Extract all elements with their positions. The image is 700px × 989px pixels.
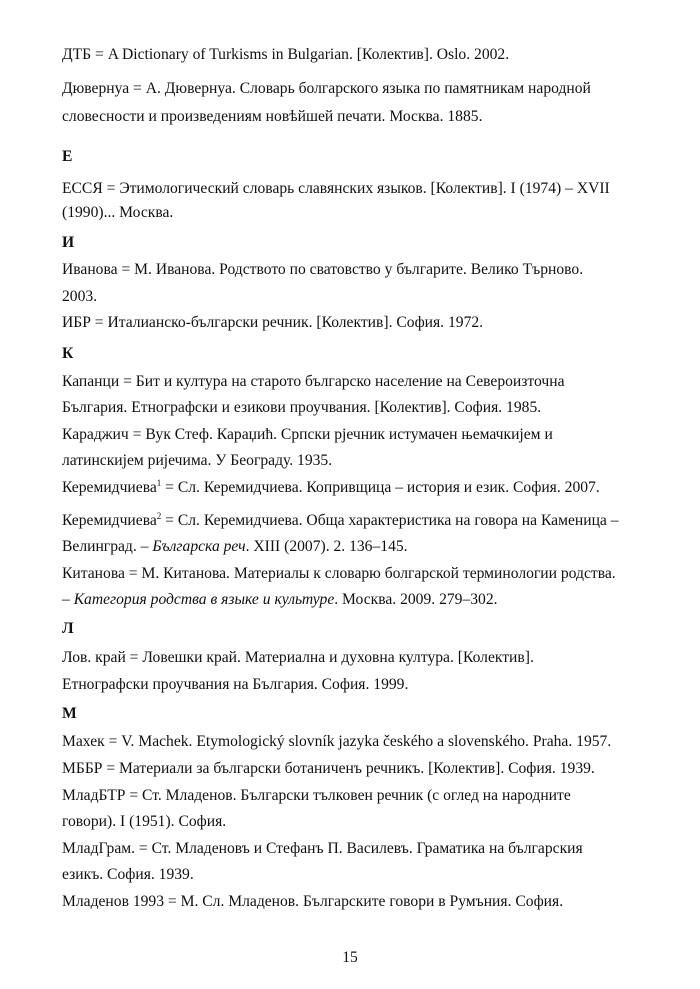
entry-text: Младенов 1993 = М. Сл. Младенов. Българските говори в Румъния. София. [62,893,564,910]
entry-text: Махек = V. Machek. Etymologický slovník jazyka českého a slovenského. Praha. 1957. [62,733,612,750]
section-letter: К [62,345,74,362]
entry-dtb [62,45,509,65]
entry-text: ДТБ = A Dictionary of Turkisms in Bulgarian. [Колектив]. Oslo. 2002. [62,46,510,63]
section-heading-l [62,619,74,639]
entry-mladgram-line1 [62,839,583,859]
entry-machek [62,732,611,752]
entry-text: 2003. [62,288,98,305]
entry-kapantsi-line2 [62,398,541,418]
entry-ivanova-line1 [62,260,583,280]
entry-lov-krai-line2 [62,675,408,695]
entry-essya-line2 [62,203,173,223]
section-letter: И [62,234,75,251]
section-heading-e [62,147,72,167]
entry-text: езикъ. София. 1939. [62,866,194,883]
entry-mladgram-line2 [62,865,194,885]
entry-ivanova-line2 [62,287,97,307]
section-heading-i [62,233,74,253]
entry-duvernois-line2 [62,107,482,127]
entry-text: Лов. край = Ловешки край. Материална и духовна култура. [Колектив]. [62,649,534,666]
entry-text: Караджич = Вук Стеф. Караџић. Српски рјечник истумачен њемачкијем и [62,426,553,443]
entry-text: Керемидчиева$^1$ = Сл. Керемидчиева. Копривщица – история и език. София. 2007. [62,477,600,496]
entry-text: . Москва. 2009. 279–302. [334,591,498,608]
section-letter: Л [62,620,74,637]
section-letter: Е [62,148,73,165]
entry-mladbtr-line1 [62,786,571,806]
entry-kitanova-line2 [62,590,498,610]
entry-text: МББР = Материали за български ботаниченъ речникъ. [Колектив]. София. 1939. [62,760,595,777]
journal-title: Българска реч [152,538,246,555]
entry-text: ЕССЯ = Этимологический словарь славянских языков. [Колектив]. I (1974) – XVII [62,180,610,197]
entry-text: МладБТР = Ст. Младенов. Български тълковен речник (с оглед на народните [62,787,571,804]
book-title: – Категория родства в языке и культуре [62,591,335,608]
section-letter: М [62,705,77,722]
entry-text: . XIII (2007). 2. 136–145. [245,538,408,555]
entry-text: Капанци = Бит и култура на старото българско население на Североизточна [62,373,565,390]
entry-text: словесности и произведениям новѣйшей печати. Москва. 1885. [62,108,483,125]
entry-text: МладГрам. = Ст. Младеновъ и Стефанъ П. Василевъ. Граматика на българския [62,840,583,857]
entry-keremidchieva1 [62,478,600,498]
entry-text: (1990)... Москва. [62,204,174,221]
page-number: 15 [342,949,358,966]
entry-ibr [62,313,483,333]
entry-lov-krai-line1 [62,648,534,668]
entry-text: Дювернуа = А. Дювернуа. Словарь болгарского языка по памятникам народной [62,80,591,97]
entry-keremidchieva2-line1 [62,511,619,531]
entry-text: ИБР = Италианско-български речник. [Колектив]. София. 1972. [62,314,484,331]
entry-duvernois-line1 [62,79,591,99]
entry-kitanova-line1 [62,564,616,584]
entry-essya-line1 [62,179,610,199]
section-heading-k [62,344,73,364]
entry-mladbtr-line2 [62,812,226,832]
entry-text: Иванова = М. Иванова. Родството по сватовство у българите. Велико Търново. [62,261,584,278]
entry-karadzhich-line1 [62,425,553,445]
entry-text: латинскијем ријечима. У Београду. 1935. [62,452,333,469]
entry-karadzhich-line2 [62,451,332,471]
entry-text: България. Етнографски и езикови проучвания. [Колектив]. София. 1985. [62,399,542,416]
section-heading-m [62,704,77,724]
entry-mladenov-1993 [62,892,563,912]
footnote-superscript: 1 [156,477,162,488]
entry-text: Велинград. – [62,538,153,555]
entry-mbbr [62,759,595,779]
entry-text: говори). I (1951). София. [62,813,227,830]
entry-text: Етнографски проучвания на България. София. 1999. [62,676,409,693]
entry-keremidchieva2-line2 [62,537,408,557]
entry-text: Китанова = М. Китанова. Материалы к словарю болгарской терминологии родства. [62,565,616,582]
entry-text: Керемидчиева$^2$ = Сл. Керемидчиева. Обща характеристика на говора на Каменица – [62,510,619,529]
footnote-superscript: 2 [156,510,162,521]
entry-kapantsi-line1 [62,372,565,392]
